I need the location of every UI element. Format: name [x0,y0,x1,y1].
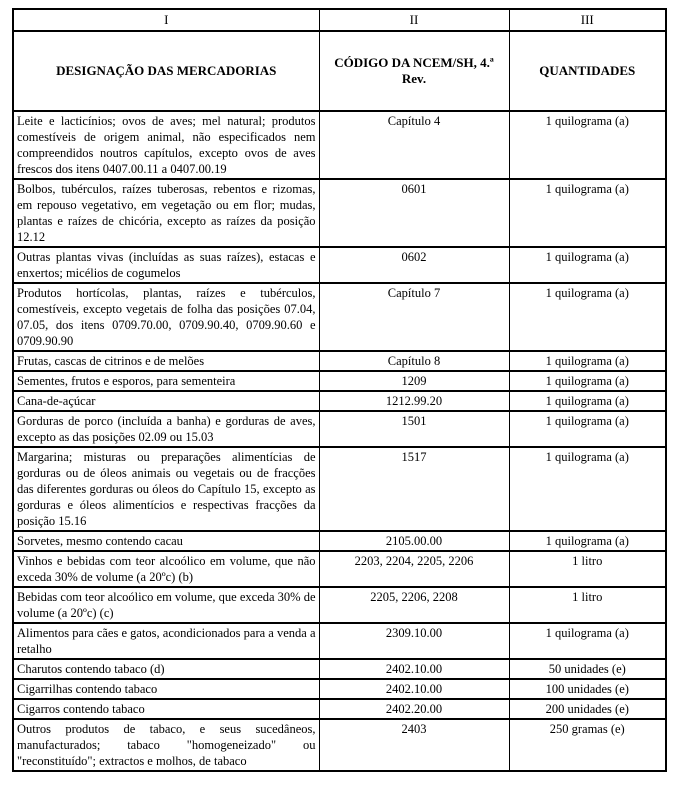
code-cell: 0601 [319,179,509,247]
table-row [13,351,666,371]
column-header-code: CÓDIGO DA NCEM/SH, 4.ª Rev. [319,31,509,111]
table-row [13,679,666,699]
quantity-cell: 1 litro [509,587,666,623]
code-cell: Capítulo 8 [319,351,509,371]
column-numerals-row [13,9,666,31]
code-cell: Capítulo 4 [319,111,509,179]
code-cell: 2105.00.00 [319,531,509,551]
code-cell: 1517 [319,447,509,531]
quantity-cell: 1 quilograma (a) [509,531,666,551]
column-header-quantity: QUANTIDADES [509,31,666,111]
designation-cell: Bolbos, tubérculos, raízes tuberosas, rebentos e rizomas, em repouso vegetativo, em vegetação ou em flor; mudas, plantas e raízes de chicória, excepto as raízes da posição 12.12 [13,179,319,247]
designation-cell: Sorvetes, mesmo contendo cacau [13,531,319,551]
column-header-designation: DESIGNAÇÃO DAS MERCADORIAS [13,31,319,111]
code-cell: 2309.10.00 [319,623,509,659]
code-cell: 2205, 2206, 2208 [319,587,509,623]
designation-cell: Vinhos e bebidas com teor alcoólico em volume, que não exceda 30% de volume (a 20ºc) (b) [13,551,319,587]
code-cell: 1209 [319,371,509,391]
designation-cell: Outros produtos de tabaco, e seus sucedâneos, manufacturados; tabaco "homogeneizado" ou "reconstituído"; extractos e molhos, de tabaco [13,719,319,771]
table-row [13,659,666,679]
column-numeral-1: I [13,9,319,31]
quantity-cell: 1 quilograma (a) [509,623,666,659]
quantity-cell: 250 gramas (e) [509,719,666,771]
table-row [13,531,666,551]
code-cell: 1212.99.20 [319,391,509,411]
code-cell: 0602 [319,247,509,283]
designation-cell: Outras plantas vivas (incluídas as suas raízes), estacas e enxertos; micélios de cogumelos [13,247,319,283]
table-row [13,283,666,351]
table-row [13,447,666,531]
goods-table [12,8,667,772]
quantity-cell: 1 litro [509,551,666,587]
designation-cell: Margarina; misturas ou preparações alimentícias de gorduras ou de óleos animais ou vegetais ou de fracções das diferentes gorduras ou óleos do Capítulo 15, excepto as gorduras e óleos alimentícios e respectivas fracções da posição 15.16 [13,447,319,531]
quantity-cell: 1 quilograma (a) [509,351,666,371]
code-cell: 2403 [319,719,509,771]
table-row [13,699,666,719]
table-row [13,247,666,283]
quantity-cell: 200 unidades (e) [509,699,666,719]
table-row [13,179,666,247]
table-row [13,391,666,411]
designation-cell: Alimentos para cães e gatos, acondicionados para a venda a retalho [13,623,319,659]
quantity-cell: 1 quilograma (a) [509,447,666,531]
column-numeral-2: II [319,9,509,31]
document-page [12,8,667,772]
designation-cell: Frutas, cascas de citrinos e de melões [13,351,319,371]
designation-cell: Charutos contendo tabaco (d) [13,659,319,679]
quantity-cell: 1 quilograma (a) [509,247,666,283]
table-row [13,411,666,447]
code-cell: 2402.10.00 [319,679,509,699]
table-body [13,111,666,771]
code-cell: Capítulo 7 [319,283,509,351]
table-row [13,623,666,659]
quantity-cell: 50 unidades (e) [509,659,666,679]
designation-cell: Leite e lacticínios; ovos de aves; mel natural; produtos comestíveis de origem animal, não especificados nem compreendidos noutros capítulos, excepto ovos de aves frescos dos itens 0407.00.11 a 0407.00.19 [13,111,319,179]
column-titles-row [13,31,666,111]
quantity-cell: 1 quilograma (a) [509,391,666,411]
quantity-cell: 1 quilograma (a) [509,111,666,179]
quantity-cell: 1 quilograma (a) [509,179,666,247]
designation-cell: Gorduras de porco (incluída a banha) e gorduras de aves, excepto as das posições 02.09 ou 15.03 [13,411,319,447]
code-cell: 2402.20.00 [319,699,509,719]
quantity-cell: 1 quilograma (a) [509,283,666,351]
quantity-cell: 1 quilograma (a) [509,411,666,447]
designation-cell: Cana-de-açúcar [13,391,319,411]
quantity-cell: 1 quilograma (a) [509,371,666,391]
code-cell: 1501 [319,411,509,447]
quantity-cell: 100 unidades (e) [509,679,666,699]
column-numeral-3: III [509,9,666,31]
table-row [13,719,666,771]
table-row [13,371,666,391]
designation-cell: Sementes, frutos e esporos, para sementeira [13,371,319,391]
table-row [13,551,666,587]
designation-cell: Cigarros contendo tabaco [13,699,319,719]
designation-cell: Bebidas com teor alcoólico em volume, que exceda 30% de volume (a 20ºc) (c) [13,587,319,623]
table-row [13,111,666,179]
designation-cell: Cigarrilhas contendo tabaco [13,679,319,699]
code-cell: 2402.10.00 [319,659,509,679]
table-row [13,587,666,623]
code-cell: 2203, 2204, 2205, 2206 [319,551,509,587]
designation-cell: Produtos hortícolas, plantas, raízes e tubérculos, comestíveis, excepto vegetais de folha das posições 07.04, 07.05, dos itens 0709.70.00, 0709.90.40, 0709.90.60 e 0709.90.90 [13,283,319,351]
